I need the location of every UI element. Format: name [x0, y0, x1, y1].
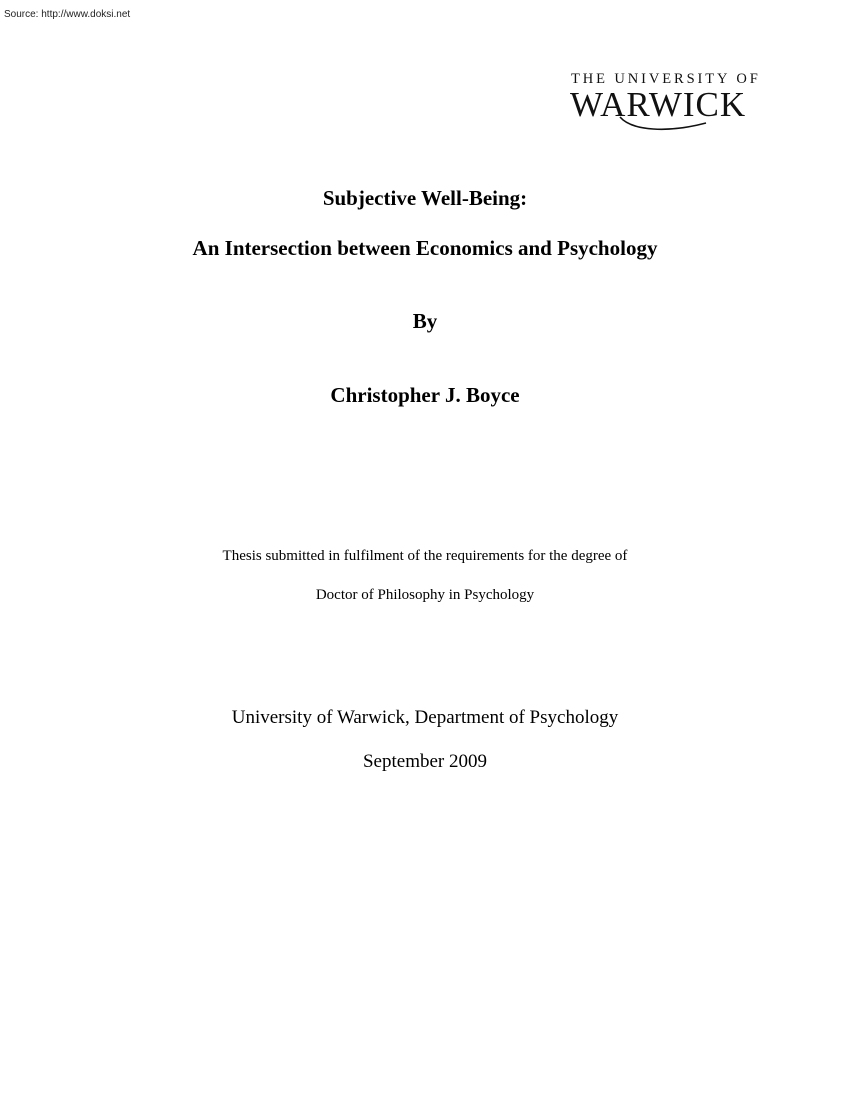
logo-swoosh-icon [618, 115, 708, 133]
submission-date: September 2009 [362, 751, 487, 772]
by-label: By [412, 309, 438, 333]
institution-department: University of Warwick, Department of Psychology [231, 707, 619, 728]
thesis-subtitle: An Intersection between Economics and Psychology [192, 236, 658, 260]
submission-statement: Thesis submitted in fulfilment of the requirements for the degree of [222, 548, 628, 564]
university-logo [570, 71, 762, 133]
source-note: Source: http://www.doksi.net [4, 9, 131, 20]
degree-name: Doctor of Philosophy in Psychology [315, 587, 535, 603]
author-name: Christopher J. Boyce [330, 383, 520, 407]
logo-line-university-of: THE UNIVERSITY OF [571, 71, 761, 87]
logo-line-warwick: WARWICK [570, 85, 747, 124]
thesis-title: Subjective Well-Being: [322, 186, 528, 210]
